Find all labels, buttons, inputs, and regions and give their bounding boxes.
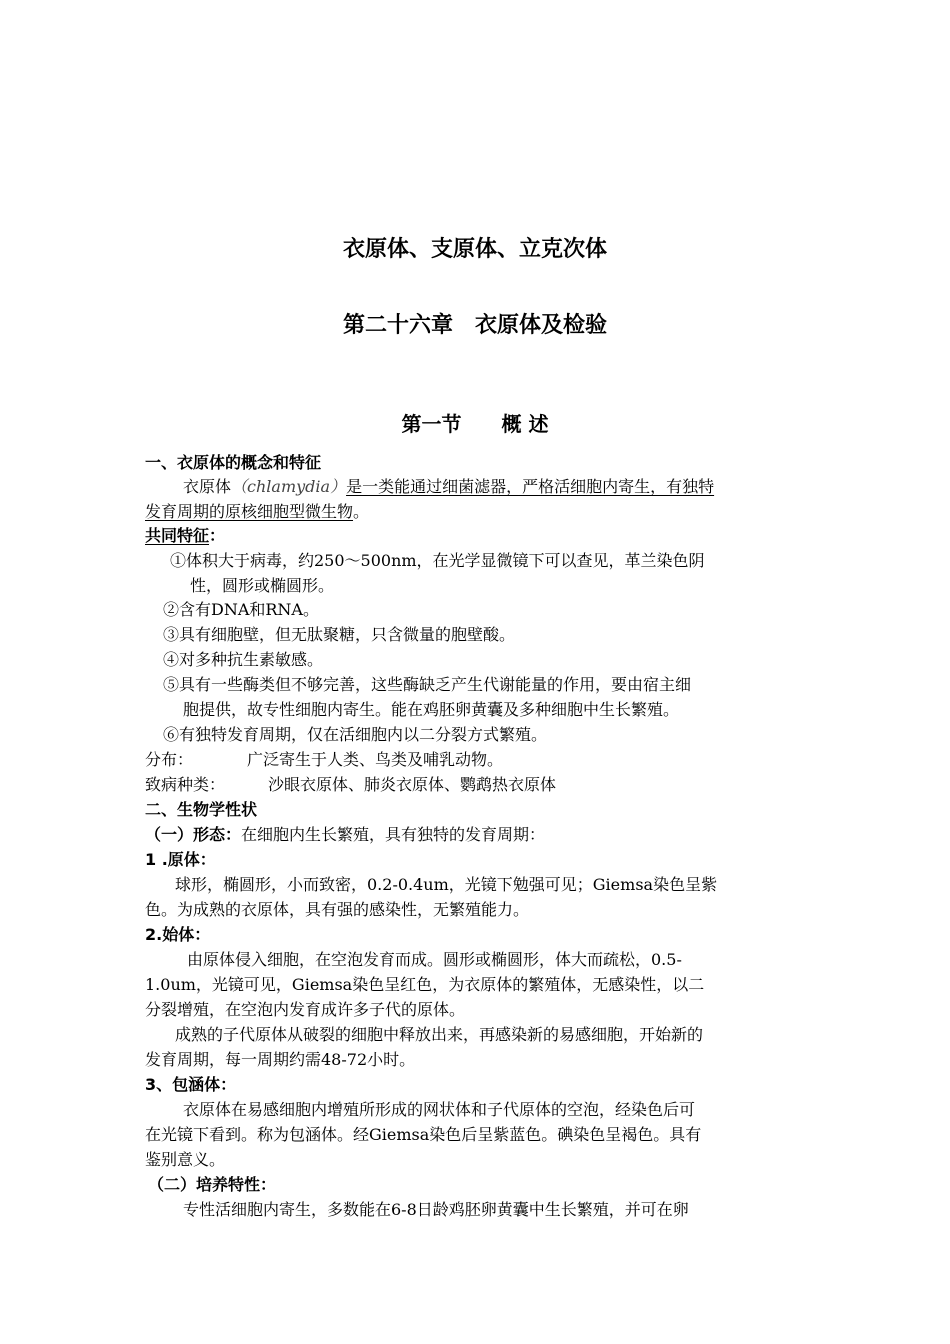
pathogenic-types-label: 致病种类： [145,775,226,794]
feature-3: ③具有细胞壁，但无肽聚糖，只含微量的胞壁酸。 [163,625,516,644]
elementary-body-line-1: 球形，椭圆形，小而致密，0.2-0.4um，光镜下勉强可见；Giemsa染色呈紫 [175,875,718,894]
definition-line-2 [145,504,369,520]
distribution-value: 广泛寄生于人类、鸟类及哺乳动物。 [247,750,504,769]
cycle-line-1: 成熟的子代原体从破裂的细胞中释放出来，再感染新的易感细胞，开始新的 [175,1025,704,1044]
reticulate-body-line-3: 分裂增殖，在空泡内发育成许多子代的原体。 [145,1000,466,1019]
pathogenic-types-value: 沙眼衣原体、肺炎衣原体、鹦鹉热衣原体 [268,775,557,794]
inclusion-body-line-3: 鉴别意义。 [145,1150,226,1169]
feature-4: ④对多种抗生素敏感。 [163,650,324,669]
feature-2: ②含有DNA和RNA。 [163,600,319,619]
feature-1-line-1: ①体积大于病毒，约250～500nm，在光学显微镜下可以查见，革兰染色阴 [170,551,705,570]
morphology-text: 在细胞内生长繁殖，具有独特的发育周期： [241,825,546,844]
distribution-label: 分布： [145,750,194,769]
reticulate-body-line-2: 1.0um，光镜可见，Giemsa染色呈红色，为衣原体的繁殖体，无感染性，以二 [145,975,705,994]
part2-heading: 二、生物学性状 [145,800,258,819]
elementary-body-line-2: 色。为成熟的衣原体，具有强的感染性，无繁殖能力。 [145,900,530,919]
common-features-label: 共同特征 [145,526,210,545]
morphology-line [145,827,545,843]
culture-line-1: 专性活细胞内寄生，多数能在6-8日龄鸡胚卵黄囊中生长繁殖，并可在卵 [183,1200,689,1219]
definition-term: （chlamydia） [231,477,347,496]
feature-6: ⑥有独特发育周期，仅在活细胞内以二分裂方式繁殖。 [163,725,548,744]
part1-heading: 一、衣原体的概念和特征 [145,453,322,472]
definition-text-2: 发育周期的原核细胞型微生物 [145,502,354,521]
definition-prefix: 衣原体 [183,477,232,496]
feature-5-line-1: ⑤具有一些酶类但不够完善，这些酶缺乏产生代谢能量的作用，要由宿主细 [163,675,692,694]
definition-end: 。 [353,502,370,521]
morphology-label: （一）形态： [145,825,242,844]
feature-5-line-2: 胞提供，故专性细胞内寄生。能在鸡胚卵黄囊及多种细胞中生长繁殖。 [183,700,680,719]
reticulate-body-line-1: 由原体侵入细胞，在空泡发育而成。圆形或椭圆形，体大而疏松，0.5- [187,950,682,969]
cycle-line-2: 发育周期，每一周期约需48-72小时。 [145,1050,416,1069]
definition-line-1 [183,479,803,495]
common-features-heading [145,528,225,544]
section-title: 第一节 概 述 [401,412,549,436]
inclusion-body-line-1: 衣原体在易感细胞内增殖所形成的网状体和子代原体的空泡，经染色后可 [183,1100,696,1119]
inclusion-body-heading: 3、包涵体： [145,1075,237,1094]
definition-text-1: 是一类能通过细菌滤器，严格活细胞内寄生，有独特 [346,477,715,496]
chapter-title: 第二十六章 衣原体及检验 [342,313,607,338]
reticulate-body-heading: 2.始体： [145,925,211,944]
culture-heading: （二）培养特性： [148,1175,277,1194]
document-title: 衣原体、支原体、立克次体 [342,237,607,262]
common-features-colon: ： [209,526,226,545]
elementary-body-heading: 1 .原体： [145,850,216,869]
feature-1-line-2: 性，圆形或椭圆形。 [190,576,335,595]
inclusion-body-line-2: 在光镜下看到。称为包涵体。经Giemsa染色后呈紫蓝色。碘染色呈褐色。具有 [145,1125,702,1144]
